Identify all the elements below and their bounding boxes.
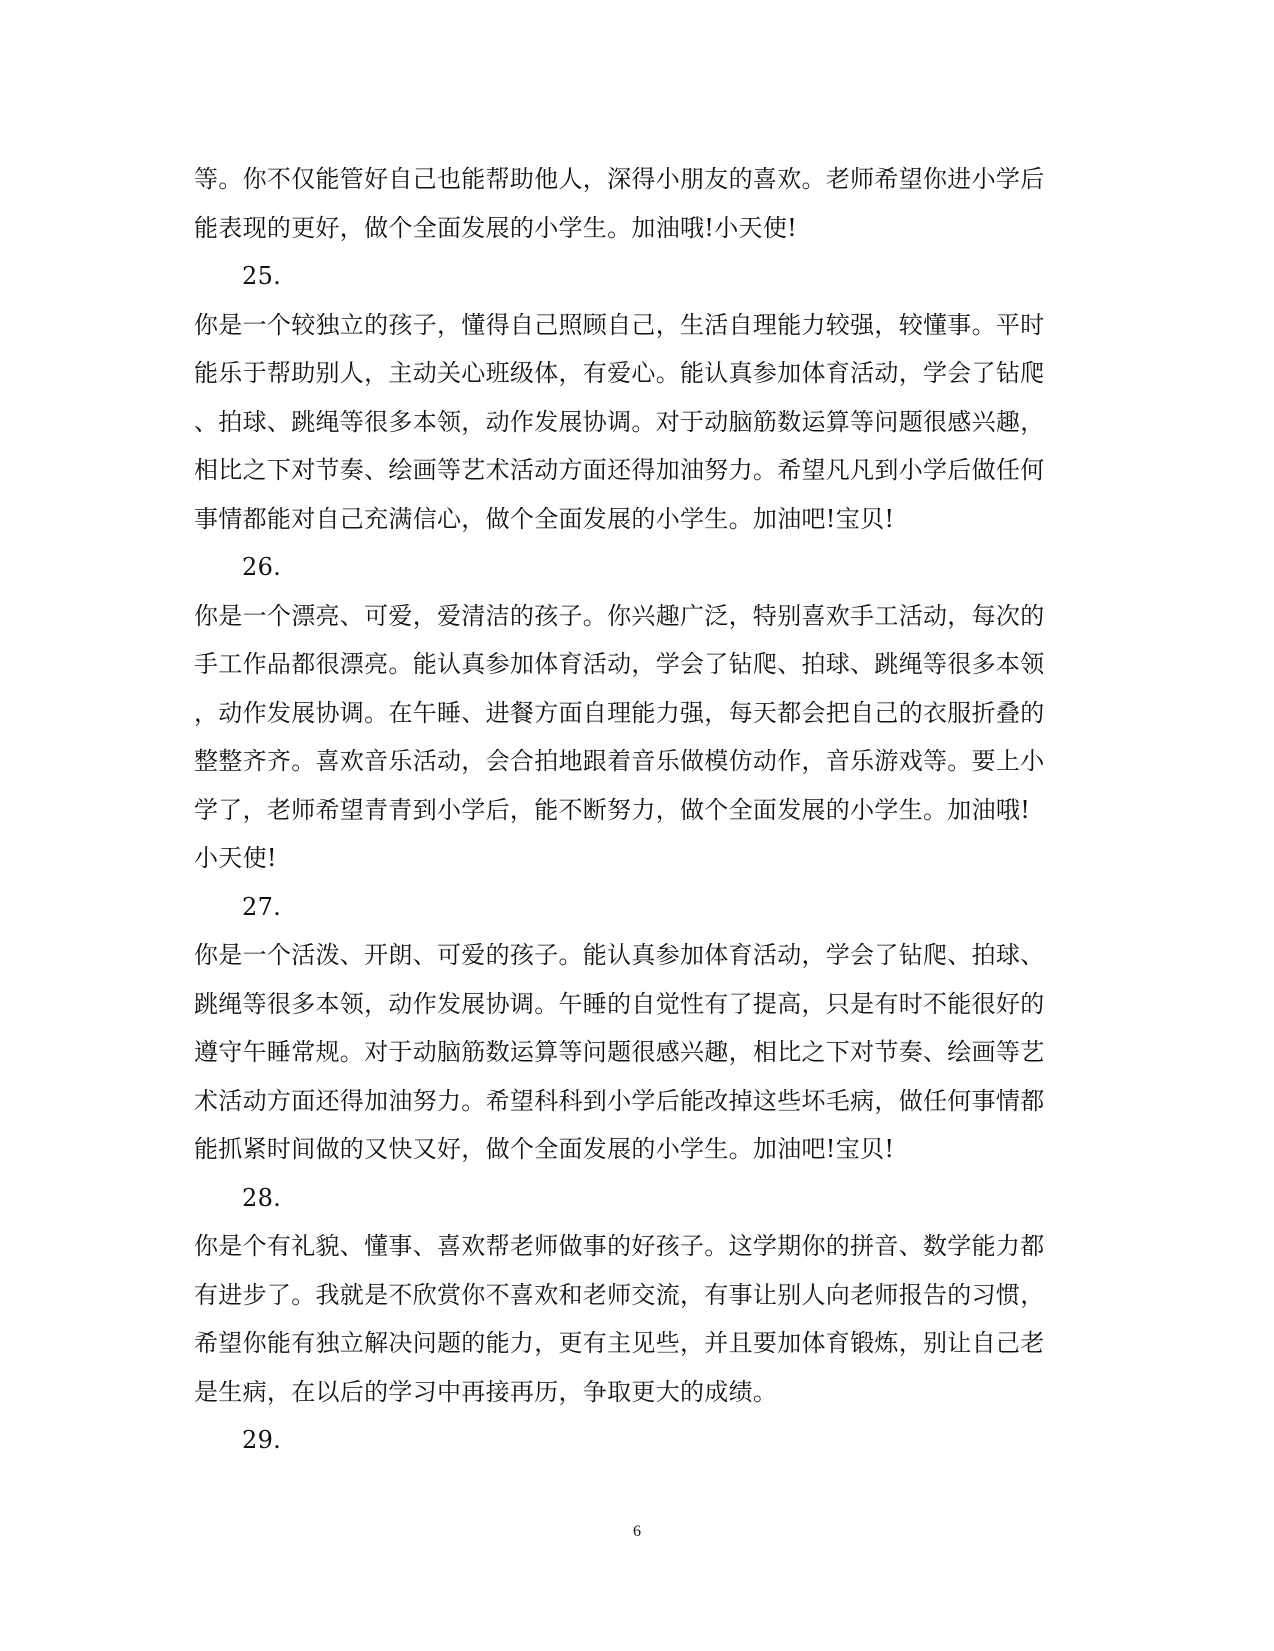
text-line: 你是个有礼貌、懂事、喜欢帮老师做事的好孩子。这学期你的拼音、数学能力都 (194, 1232, 1045, 1260)
item-number: 27. (242, 892, 282, 921)
text-line: 手工作品都很漂亮。能认真参加体育活动，学会了钻爬、拍球、跳绳等很多本领 (194, 650, 1045, 678)
text-line: 希望你能有独立解决问题的能力，更有主见些，并且要加体育锻炼，别让自己老 (194, 1329, 1045, 1357)
item-number: 29. (242, 1426, 282, 1454)
text-line: 你是一个漂亮、可爱，爱清洁的孩子。你兴趣广泛，特别喜欢手工活动，每次的 (194, 601, 1045, 630)
text-line: 能抓紧时间做的又快又好，做个全面发展的小学生。加油吧!宝贝! (194, 1135, 895, 1163)
text-line: 等。你不仅能管好自己也能帮助他人，深得小朋友的喜欢。老师希望你进小学后 (194, 165, 1045, 193)
document-body (194, 155, 1074, 1465)
text-line: 能乐于帮助别人，主动关心班级体，有爱心。能认真参加体育活动，学会了钻爬 (194, 359, 1045, 387)
text-line: 小天使! (194, 844, 277, 872)
text-line: 整整齐齐。喜欢音乐活动，会合拍地跟着音乐做模仿动作，音乐游戏等。要上小 (194, 747, 1045, 775)
page-number: 6 (633, 1523, 641, 1540)
text-line: 是生病，在以后的学习中再接再历，争取更大的成绩。 (194, 1377, 778, 1406)
text-line: 术活动方面还得加油努力。希望科科到小学后能改掉这些坏毛病，做任何事情都 (194, 1086, 1045, 1115)
text-line: 能表现的更好，做个全面发展的小学生。加油哦!小天使! (194, 213, 798, 242)
text-line: 、拍球、跳绳等很多本领，动作发展协调。对于动脑筋数运算等问题很感兴趣， (194, 407, 1045, 436)
text-line: 相比之下对节奏、绘画等艺术活动方面还得加油努力。希望凡凡到小学后做任何 (194, 456, 1045, 484)
text-line: 遵守午睡常规。对于动脑筋数运算等问题很感兴趣，相比之下对节奏、绘画等艺 (194, 1038, 1045, 1066)
text-line: 学了，老师希望青青到小学后，能不断努力，做个全面发展的小学生。加油哦! (194, 795, 1031, 824)
text-line: 事情都能对自己充满信心，做个全面发展的小学生。加油吧!宝贝! (194, 504, 895, 533)
item-number: 25. (242, 262, 282, 290)
item-number: 28. (242, 1183, 282, 1212)
text-line: 你是一个活泼、开朗、可爱的孩子。能认真参加体育活动，学会了钻爬、拍球、 (194, 941, 1045, 969)
text-line: ，动作发展协调。在午睡、进餐方面自理能力强，每天都会把自己的衣服折叠的 (194, 698, 1045, 727)
text-line: 有进步了。我就是不欣赏你不喜欢和老师交流，有事让别人向老师报告的习惯， (194, 1280, 1045, 1309)
text-line: 跳绳等很多本领，动作发展协调。午睡的自觉性有了提高，只是有时不能很好的 (194, 989, 1045, 1018)
item-number: 26. (242, 553, 282, 581)
text-line: 你是一个较独立的孩子，懂得自己照顾自己，生活自理能力较强，较懂事。平时 (194, 310, 1045, 339)
